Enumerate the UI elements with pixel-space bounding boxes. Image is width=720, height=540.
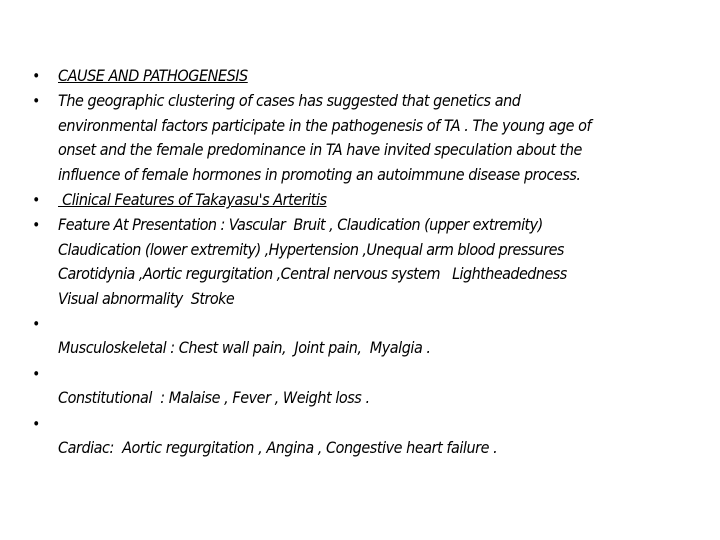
paragraph-geographic-clustering: [58, 89, 702, 187]
text-line: Feature At Presentation : Vascular Bruit , Claudication (upper extremity): [58, 215, 543, 235]
bullet-icon: •: [32, 216, 40, 235]
heading-clinical-features: [58, 188, 702, 212]
bullet-icon: •: [32, 191, 40, 210]
text-line: Carotidynia ,Aortic regurgitation ,Central nervous system Lightheadedness: [58, 264, 567, 284]
text-line: environmental factors participate in the pathogenesis of TA . The young age of: [58, 115, 592, 135]
bullet-item-cause-pathogenesis: [30, 64, 702, 88]
text-line: onset and the female predominance in TA have invited speculation about the: [58, 140, 582, 160]
bullet-item-clinical-features: [30, 188, 702, 212]
paragraph-constitutional: [58, 364, 702, 411]
text-line: Musculoskeletal : Chest wall pain, Joint pain, Myalgia .: [58, 338, 431, 358]
bullet-item-constitutional: [30, 362, 702, 411]
bullet-item-feature-at-presentation: [30, 213, 702, 311]
bullet-icon: •: [32, 67, 40, 85]
bullet-item-geographic-clustering: [30, 89, 702, 187]
text-line: Cardiac: Aortic regurgitation , Angina , Congestive heart failure .: [58, 438, 498, 458]
bullet-item-musculoskeletal: [30, 312, 702, 361]
text-line: Claudication (lower extremity) ,Hypertension ,Unequal arm blood pressures: [58, 239, 564, 259]
text-line: CAUSE AND PATHOGENESIS: [58, 66, 248, 85]
paragraph-feature-at-presentation: [58, 213, 702, 311]
bullet-icon: •: [32, 414, 40, 433]
bullet-item-cardiac: [30, 412, 702, 461]
text-line: Clinical Features of Takayasu's Arteritis: [58, 190, 327, 210]
bullet-list: [30, 64, 702, 462]
heading-cause-pathogenesis: [58, 64, 702, 88]
paragraph-musculoskeletal: [58, 314, 702, 361]
text-line: The geographic clustering of cases has suggested that genetics and: [58, 91, 521, 111]
text-line: Constitutional : Malaise , Fever , Weight loss .: [58, 388, 370, 408]
bullet-icon: •: [32, 92, 40, 111]
bullet-icon: •: [32, 315, 40, 334]
bullet-icon: •: [32, 364, 40, 383]
paragraph-cardiac: [58, 414, 702, 461]
text-line: influence of female hormones in promoting an autoimmune disease process.: [58, 164, 581, 184]
text-line: Visual abnormality Stroke: [58, 288, 235, 308]
